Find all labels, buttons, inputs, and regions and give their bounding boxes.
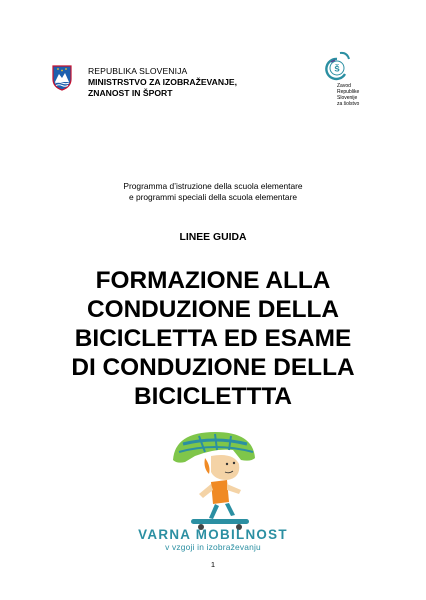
title-line-5: BICICLETTTA <box>133 383 293 410</box>
ministry-line-3: ZNANOST IN ŠPORT <box>88 88 173 98</box>
brand-name: VARNA MOBILNOST <box>138 527 288 542</box>
svg-text:š: š <box>334 63 340 75</box>
brand-tagline: v vzgoji in izobraževanju <box>165 542 261 552</box>
zrss-line-4: za šolstvo <box>337 101 360 107</box>
zrss-text <box>337 83 377 107</box>
document-title <box>0 266 426 411</box>
title-line-4: DI CONDUZIONE DELLA <box>71 354 355 381</box>
title-line-3: BICICLETTA ED ESAME <box>74 325 352 352</box>
programme-description <box>0 181 426 203</box>
programme-line-1: Programma d’istruzione della scuola elementare <box>123 181 303 191</box>
programme-line-2: e programmi speciali della scuola elementare <box>128 192 298 202</box>
title-line-1: FORMAZIONE ALLA <box>95 267 331 294</box>
page-number: 1 <box>210 560 216 569</box>
zrss-line-1: Zavod <box>337 83 351 89</box>
ministry-line-1: REPUBLIKA SLOVENIJA <box>88 66 188 76</box>
zrss-line-2: Republike <box>337 89 360 95</box>
slovenia-coat-of-arms-icon <box>52 65 72 91</box>
brand-block <box>0 527 426 552</box>
zrss-line-3: Slovenije <box>337 95 358 101</box>
guide-label: LINEE GUIDA <box>179 232 247 243</box>
title-line-2: CONDUZIONE DELLA <box>86 296 340 323</box>
child-skateboard-helmet-illustration <box>155 428 275 532</box>
ministry-name <box>88 66 237 99</box>
zrss-logo-icon <box>323 50 351 86</box>
ministry-line-2: MINISTRSTVO ZA IZOBRAŽEVANJE, <box>88 77 237 87</box>
